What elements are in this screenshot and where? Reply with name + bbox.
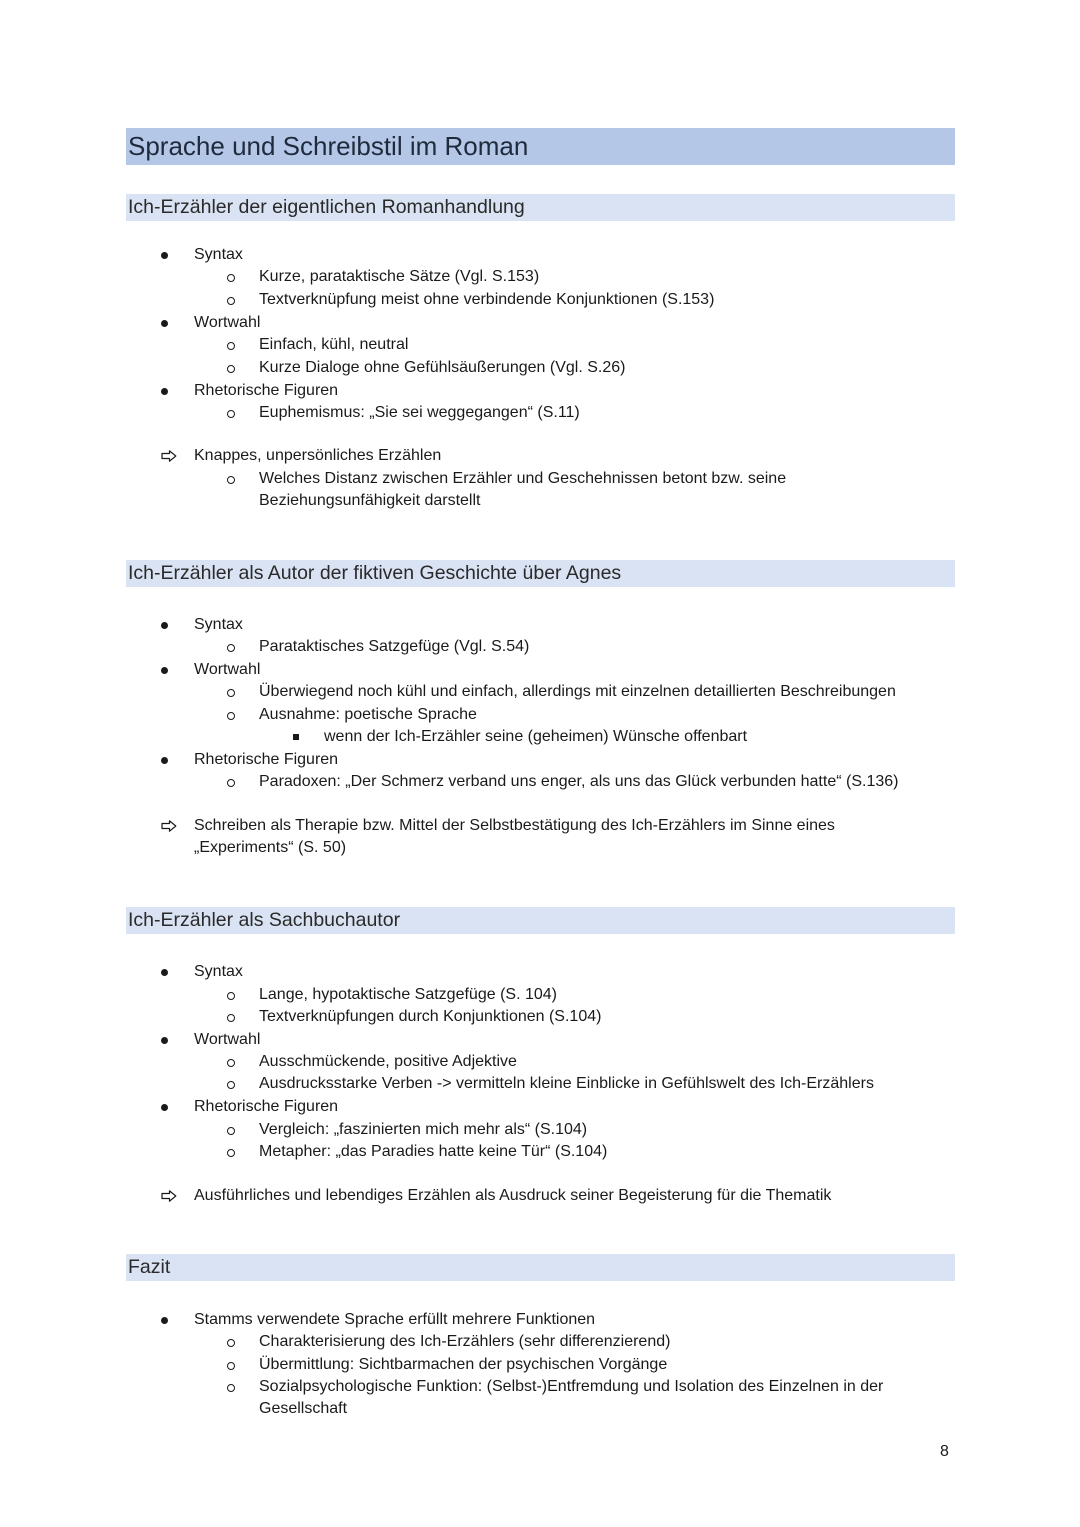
list-item: Stamms verwendete Sprache erfüllt mehrere Funktionen: [194, 1311, 596, 1328]
bullet-dot: [161, 969, 168, 976]
bullet-circle: [227, 1059, 235, 1067]
bullet-circle: [227, 274, 235, 282]
list-item: Rhetorische Figuren: [194, 382, 339, 399]
page-number: 8: [940, 1443, 949, 1460]
list-item: Ausdrucksstarke Verben -> vermitteln kleine Einblicke in Gefühlswelt des Ich-Erzählers: [259, 1075, 874, 1092]
bullet-dot: [161, 667, 168, 674]
bullet-dot: [161, 1037, 168, 1044]
list-item: Vergleich: „faszinierten mich mehr als“ (S.104): [259, 1121, 588, 1138]
section-heading-3: Ich-Erzähler als Sachbuchautor: [126, 907, 955, 934]
list-item: Knappes, unpersönliches Erzählen: [194, 447, 442, 464]
bullet-dot: [161, 388, 168, 395]
bullet-circle: [227, 712, 235, 720]
list-item: Syntax: [194, 246, 243, 263]
section-heading-1: Ich-Erzähler der eigentlichen Romanhandlung: [126, 194, 955, 221]
bullet-circle: [227, 992, 235, 1000]
list-item: Textverknüpfungen durch Konjunktionen (S.104): [259, 1008, 602, 1025]
list-item: Wortwahl: [194, 314, 261, 331]
list-item: Metapher: „das Paradies hatte keine Tür“ (S.104): [259, 1143, 608, 1160]
list-item: Ausschmückende, positive Adjektive: [259, 1053, 517, 1070]
bullet-circle: [227, 1149, 235, 1157]
bullet-circle: [227, 1362, 235, 1370]
list-item-continuation: Beziehungsunfähigkeit darstellt: [259, 492, 481, 509]
list-item: Syntax: [194, 616, 243, 633]
list-item: Charakterisierung des Ich-Erzählers (sehr differenzierend): [259, 1333, 671, 1350]
bullet-dot: [161, 252, 168, 259]
bullet-circle: [227, 644, 235, 652]
list-item: Wortwahl: [194, 661, 261, 678]
list-item: Überwiegend noch kühl und einfach, allerdings mit einzelnen detaillierten Beschreibungen: [259, 683, 896, 700]
list-item: Wortwahl: [194, 1031, 261, 1048]
bullet-circle: [227, 410, 235, 418]
bullet-circle: [227, 1384, 235, 1392]
section-heading-2: Ich-Erzähler als Autor der fiktiven Geschichte über Agnes: [126, 560, 955, 587]
bullet-circle: [227, 342, 235, 350]
list-item: Rhetorische Figuren: [194, 751, 339, 768]
bullet-circle: [227, 1127, 235, 1135]
bullet-circle: [227, 1014, 235, 1022]
arrow-right-icon: [161, 1190, 177, 1202]
bullet-dot: [161, 1317, 168, 1324]
page-title: Sprache und Schreibstil im Roman: [126, 128, 955, 165]
list-item: Schreiben als Therapie bzw. Mittel der Selbstbestätigung des Ich-Erzählers im Sinne eines: [194, 817, 835, 834]
list-item: Paradoxen: „Der Schmerz verband uns enger, als uns das Glück verbunden hatte“ (S.136): [259, 773, 899, 790]
bullet-dot: [161, 1104, 168, 1111]
bullet-square: [293, 734, 299, 740]
list-item: wenn der Ich-Erzähler seine (geheimen) Wünsche offenbart: [324, 728, 748, 745]
bullet-circle: [227, 689, 235, 697]
arrow-right-icon: [161, 450, 177, 462]
list-item: Parataktisches Satzgefüge (Vgl. S.54): [259, 638, 530, 655]
list-item: Rhetorische Figuren: [194, 1098, 339, 1115]
bullet-circle: [227, 779, 235, 787]
bullet-circle: [227, 1339, 235, 1347]
list-item: Ausnahme: poetische Sprache: [259, 706, 477, 723]
bullet-circle: [227, 476, 235, 484]
list-item-continuation: Gesellschaft: [259, 1400, 348, 1417]
list-item: Ausführliches und lebendiges Erzählen als Ausdruck seiner Begeisterung für die Thematik: [194, 1187, 832, 1204]
list-item: Euphemismus: „Sie sei weggegangen“ (S.11): [259, 404, 580, 421]
list-item: Lange, hypotaktische Satzgefüge (S. 104): [259, 986, 557, 1003]
section-heading-4: Fazit: [126, 1254, 955, 1281]
list-item: Textverknüpfung meist ohne verbindende Konjunktionen (S.153): [259, 291, 715, 308]
list-item: Sozialpsychologische Funktion: (Selbst-)Entfremdung und Isolation des Einzelnen in der: [259, 1378, 884, 1395]
list-item-continuation: „Experiments“ (S. 50): [194, 839, 347, 856]
bullet-circle: [227, 297, 235, 305]
bullet-dot: [161, 320, 168, 327]
list-item: Kurze Dialoge ohne Gefühlsäußerungen (Vgl. S.26): [259, 359, 626, 376]
bullet-circle: [227, 365, 235, 373]
bullet-circle: [227, 1081, 235, 1089]
arrow-right-icon: [161, 820, 177, 832]
list-item: Syntax: [194, 963, 243, 980]
list-item: Welches Distanz zwischen Erzähler und Geschehnissen betont bzw. seine: [259, 470, 787, 487]
bullet-dot: [161, 622, 168, 629]
list-item: Kurze, parataktische Sätze (Vgl. S.153): [259, 268, 540, 285]
list-item: Übermittlung: Sichtbarmachen der psychischen Vorgänge: [259, 1356, 668, 1373]
list-item: Einfach, kühl, neutral: [259, 336, 409, 353]
bullet-dot: [161, 757, 168, 764]
